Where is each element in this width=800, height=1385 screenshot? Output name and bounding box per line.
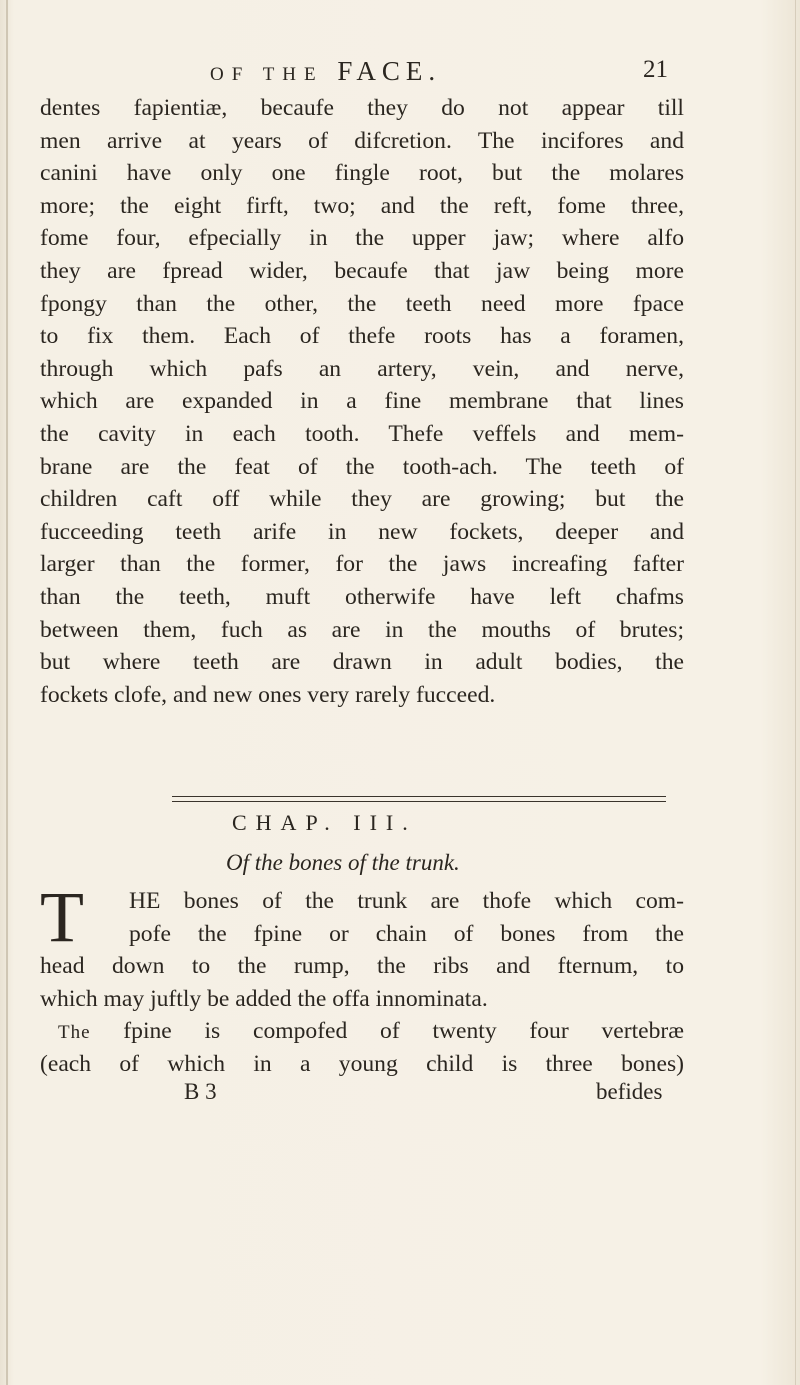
text-line: which are expanded in a fine membrane that lines bbox=[40, 388, 684, 415]
text-line: but where teeth are drawn in adult bodies, the bbox=[40, 649, 684, 676]
text-line: fpongy than the other, the teeth need more fpace bbox=[40, 290, 684, 317]
drop-cap: T bbox=[40, 877, 84, 957]
text-line: (each of which in a young child is three bones) bbox=[40, 1050, 684, 1077]
text-line: head down to the rump, the ribs and fternum, to bbox=[40, 953, 684, 980]
text-span: fpine is compofed of twenty four vertebræ bbox=[90, 1018, 684, 1045]
right-page-edge bbox=[795, 0, 796, 1385]
running-head-small: OF THE bbox=[210, 64, 324, 85]
text-line: more; the eight firft, two; and the reft, fome three, bbox=[40, 192, 684, 219]
paragraph-1 bbox=[40, 92, 684, 711]
signature-mark: B 3 bbox=[184, 1079, 217, 1104]
running-head bbox=[210, 56, 441, 87]
text-line: fucceeding teeth arife in new fockets, deeper and bbox=[40, 518, 684, 545]
page-number: 21 bbox=[643, 56, 668, 83]
chapter-heading: CHAP. III. bbox=[232, 810, 417, 835]
text-line: which may juftly be added the offa innominata. bbox=[40, 985, 488, 1012]
section-divider bbox=[172, 796, 666, 802]
text-line bbox=[40, 1015, 684, 1048]
text-line: children caft off while they are growing; but the bbox=[40, 486, 684, 513]
running-head-big: FACE. bbox=[337, 56, 442, 86]
text-line: the cavity in each tooth. Thefe veffels and mem- bbox=[40, 420, 684, 447]
text-line: larger than the former, for the jaws increafing fafter bbox=[40, 551, 684, 578]
text-line: brane are the feat of the tooth-ach. The teeth of bbox=[40, 453, 684, 480]
text-line: to fix them. Each of thefe roots has a foramen, bbox=[40, 323, 684, 350]
chapter-subtitle: Of the bones of the trunk. bbox=[226, 850, 460, 875]
text-line: than the teeth, muft otherwife have left chafms bbox=[40, 583, 684, 610]
text-line: canini have only one fingle root, but the molares bbox=[40, 160, 684, 187]
text-line: fome four, efpecially in the upper jaw; where alfo bbox=[40, 225, 684, 252]
text-line: dentes fapientiæ, becaufe they do not appear till bbox=[40, 95, 684, 121]
text-line: pofe the fpine or chain of bones from the bbox=[129, 920, 684, 947]
text-line: between them, fuch as are in the mouths of brutes; bbox=[40, 616, 684, 643]
text-line: men arrive at years of difcretion. The incifores and bbox=[40, 127, 684, 154]
left-page-edge bbox=[6, 0, 8, 1385]
text-line: fockets clofe, and new ones very rarely fucceed. bbox=[40, 681, 496, 708]
small-caps-word: The bbox=[58, 1022, 91, 1044]
text-line: HE bones of the trunk are thofe which com- bbox=[129, 888, 684, 914]
paragraph-2 bbox=[40, 885, 684, 1081]
text-line: they are fpread wider, becaufe that jaw being more bbox=[40, 257, 684, 284]
catchword: befides bbox=[596, 1079, 663, 1104]
text-line: through which pafs an artery, vein, and nerve, bbox=[40, 355, 684, 382]
